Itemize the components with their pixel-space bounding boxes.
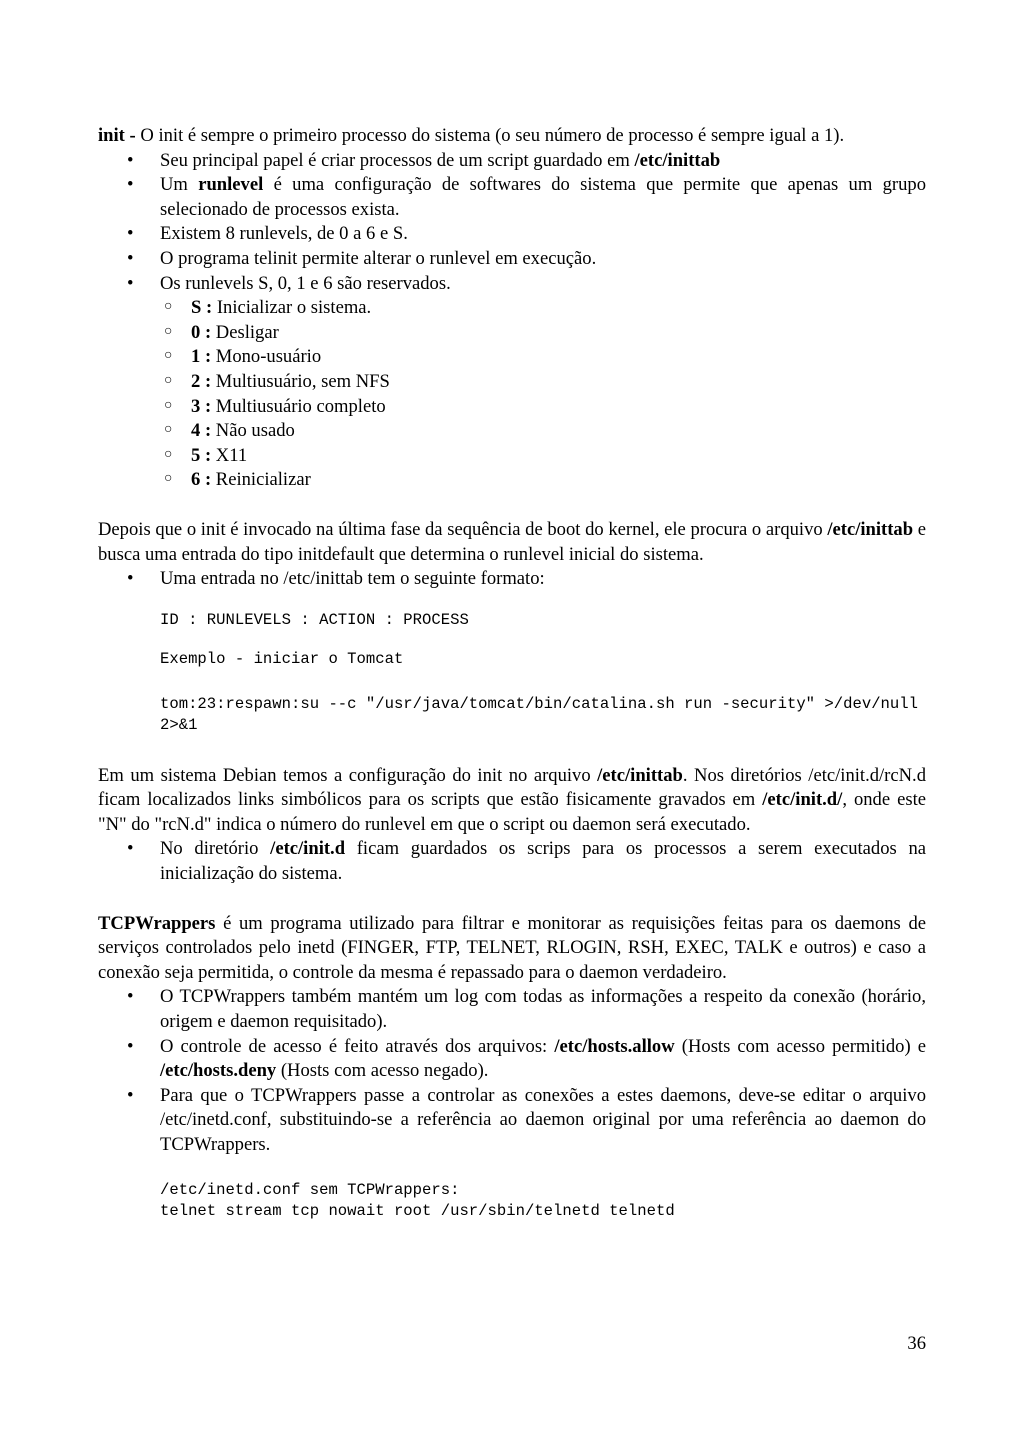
runlevel-list	[98, 296, 926, 493]
list-item: • O controle de acesso é feito através dos arquivos: /etc/hosts.allow (Hosts com acesso permitido) e /etc/hosts.deny (Hosts com acesso negado).	[98, 1035, 926, 1084]
debian-bullet-list	[98, 837, 926, 886]
runlevel-item: ○ S : Inicializar o sistema.	[98, 296, 926, 321]
tcpwrappers-paragraph: TCPWrappers é um programa utilizado para filtrar e monitorar as requisições feitas para os daemons de serviços controlados pelo inetd (FINGER, FTP, TELNET, RLOGIN, RSH, EXEC, TALK e outros) e caso a conexão seja permitida, o controle da mesma é repassado para o daemon verdadeiro.	[98, 912, 926, 983]
runlevel-item: ○ 5 : X11	[98, 444, 926, 469]
code-inetd-line: telnet stream tcp nowait root /usr/sbin/telnetd telnetd	[160, 1201, 675, 1220]
code-inetd-title: /etc/inetd.conf sem TCPWrappers:	[160, 1180, 460, 1199]
code-example-title: Exemplo - iniciar o Tomcat	[160, 649, 404, 668]
document-page	[98, 124, 926, 1222]
list-item: • Uma entrada no /etc/inittab tem o seguinte formato:	[98, 567, 926, 592]
list-item: • O TCPWrappers também mantém um log com todas as informações a respeito da conexão (horário, origem e daemon requisitado).	[98, 985, 926, 1034]
runlevel-item: ○ 1 : Mono-usuário	[98, 345, 926, 370]
page-number: 36	[907, 1333, 926, 1354]
init-intro: init - O init é sempre o primeiro processo do sistema (o seu número de processo é sempre igual a 1).	[98, 125, 845, 146]
list-item: • Existem 8 runlevels, de 0 a 6 e S.	[98, 222, 926, 247]
tcpwrappers-bullet-list	[98, 985, 926, 1157]
list-item: • O programa telinit permite alterar o runlevel em execução.	[98, 247, 926, 272]
runlevel-item: ○ 4 : Não usado	[98, 419, 926, 444]
init-bullet-list	[98, 149, 926, 493]
runlevel-item: ○ 0 : Desligar	[98, 321, 926, 346]
tcpwrappers-term: TCPWrappers	[98, 912, 216, 934]
code-format: ID : RUNLEVELS : ACTION : PROCESS	[160, 610, 469, 629]
list-item: • Um runlevel é uma configuração de softwares do sistema que permite que apenas um grupo selecionado de processos exista.	[98, 173, 926, 222]
boot-bullet-list	[98, 567, 926, 592]
list-item: • Os runlevels S, 0, 1 e 6 são reservados. ○ S : Inicializar o sistema. ○ 0 : Desligar ○ 1 : Mono-usuário ○ 2 : Multiusuário, sem NFS ○ 3 : Multiusuário completo ○ 4 : Não usado ○ 5 : X11 ○ 6 : Reinicializar	[98, 272, 926, 493]
list-item: • No diretório /etc/init.d ficam guardados os scrips para os processos a serem executados na inicialização do sistema.	[98, 837, 926, 886]
runlevel-item: ○ 6 : Reinicializar	[98, 468, 926, 493]
runlevel-item: ○ 2 : Multiusuário, sem NFS	[98, 370, 926, 395]
debian-paragraph: Em um sistema Debian temos a configuração do init no arquivo /etc/inittab. Nos diretórios /etc/init.d/rcN.d ficam localizados links simbólicos para os scripts que estão fisicamente gravados em /etc/init.d/, onde este "N" do "rcN.d" indica o número do runlevel em que o script ou daemon será executado.	[98, 764, 926, 835]
runlevel-item: ○ 3 : Multiusuário completo	[98, 395, 926, 420]
init-term: init -	[98, 125, 136, 146]
list-item: • Seu principal papel é criar processos de um script guardado em /etc/inittab	[98, 149, 926, 174]
code-example: tom:23:respawn:su --c "/usr/java/tomcat/bin/catalina.sh run -security" >/dev/null 2>&1	[160, 694, 928, 734]
boot-paragraph: Depois que o init é invocado na última fase da sequência de boot do kernel, ele procura o arquivo /etc/inittab e busca uma entrada do tipo initdefault que determina o runlevel inicial do sistema.	[98, 518, 926, 565]
list-item: • Para que o TCPWrappers passe a controlar as conexões a estes daemons, deve-se editar o arquivo /etc/inetd.conf, substituindo-se a referência ao daemon original por uma referência ao daemon do TCPWrappers.	[98, 1084, 926, 1158]
